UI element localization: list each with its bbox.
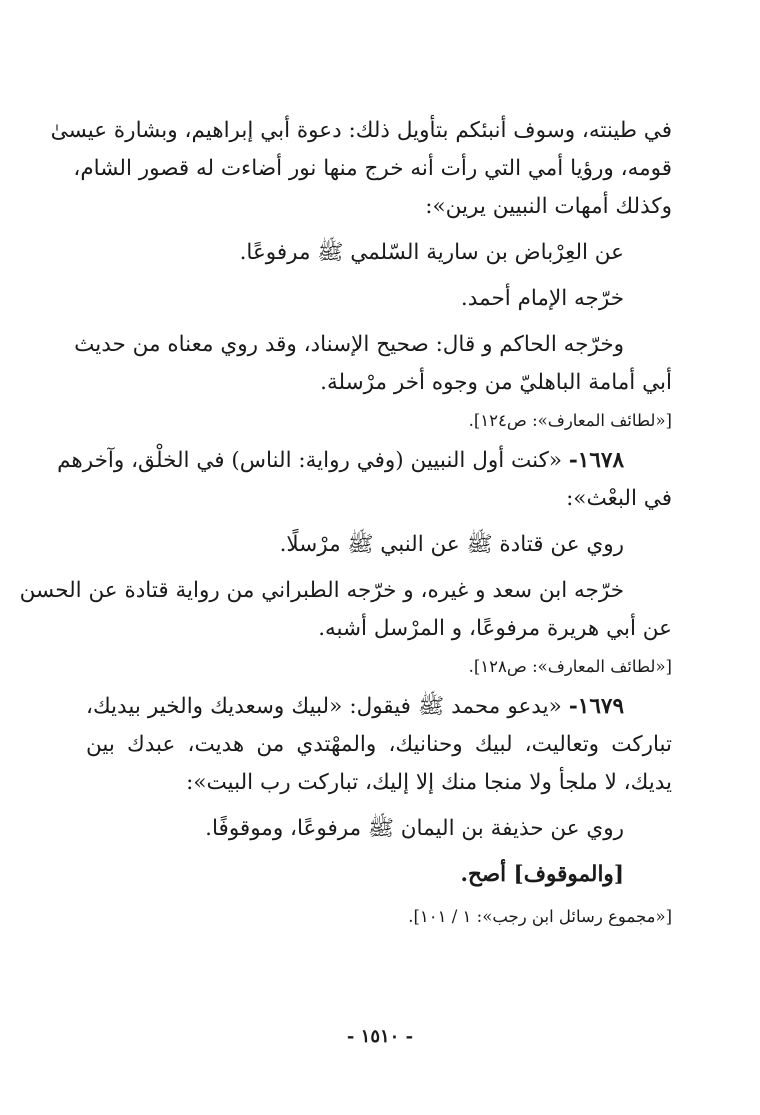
page-number: - ١٥١٠ -	[346, 1026, 414, 1047]
hadith-1679-line: يديك، لا ملجأ ولا منجا منك إلا إليك، تباركت رب البيت»:	[186, 770, 672, 795]
hadith-text: «يدعو محمد ﷺ فيقول: «لبيك وسعديك والخير بيديك،	[86, 694, 562, 719]
text-line: قومه، ورؤيا أمي التي رأت أنه خرج منها نور أضاءت له قصور الشام،	[73, 156, 672, 181]
source-citation: [«لطائف المعارف»: ص١٢٨].	[468, 657, 672, 676]
hadith-1678-line: في البعْث»:	[566, 486, 672, 511]
text-line: في طينته، وسوف أنبئكم بتأويل ذلك: دعوة أبي إبراهيم، وبشارة عيسىٰ	[50, 118, 672, 143]
takhrij-line: خرّجه ابن سعد و غيره، و خرّجه الطبراني من رواية قتادة عن الحسن	[19, 578, 624, 603]
hadith-1678-line	[57, 442, 672, 480]
ruling-line: [والموقوف] أصح.	[460, 862, 624, 887]
narrator-line: روي عن حذيفة بن اليمان ﷺ مرفوعًا، وموقوفًا.	[205, 816, 624, 841]
hadith-1679-line: تباركت وتعاليت، لبيك وحنانيك، والمهْتدي من هديت، عبدك بين	[86, 732, 672, 757]
text-line: وكذلك أمهات النبيين يرين»:	[425, 194, 672, 219]
hadith-text: «كنت أول النبيين (وفي رواية: الناس) في الخلْق، وآخرهم	[57, 448, 563, 473]
narrator-line: روي عن قتادة ﷺ عن النبي ﷺ مرْسلًا.	[279, 532, 624, 557]
takhrij-line: وخرّجه الحاكم و قال: صحيح الإسناد، وقد روي معناه من حديث	[74, 332, 624, 357]
hadith-number: ١٦٧٩-	[568, 694, 624, 719]
hadith-number: ١٦٧٨-	[568, 448, 624, 473]
narrator-line: عن العِرْباض بن سارية السّلمي ﷺ مرفوعًا.	[239, 240, 624, 265]
takhrij-line: عن أبي هريرة مرفوعًا، و المرْسل أشبه.	[318, 616, 672, 641]
source-citation: [«لطائف المعارف»: ص١٢٤].	[468, 411, 672, 430]
source-citation: [«مجموع رسائل ابن رجب»: ١ / ١٠١].	[408, 907, 672, 926]
page-body	[19, 112, 672, 938]
takhrij-line: خرّجه الإمام أحمد.	[460, 286, 624, 311]
hadith-1679-line	[86, 688, 672, 726]
takhrij-line: أبي أمامة الباهليّ من وجوه أخر مرْسلة.	[320, 370, 672, 395]
